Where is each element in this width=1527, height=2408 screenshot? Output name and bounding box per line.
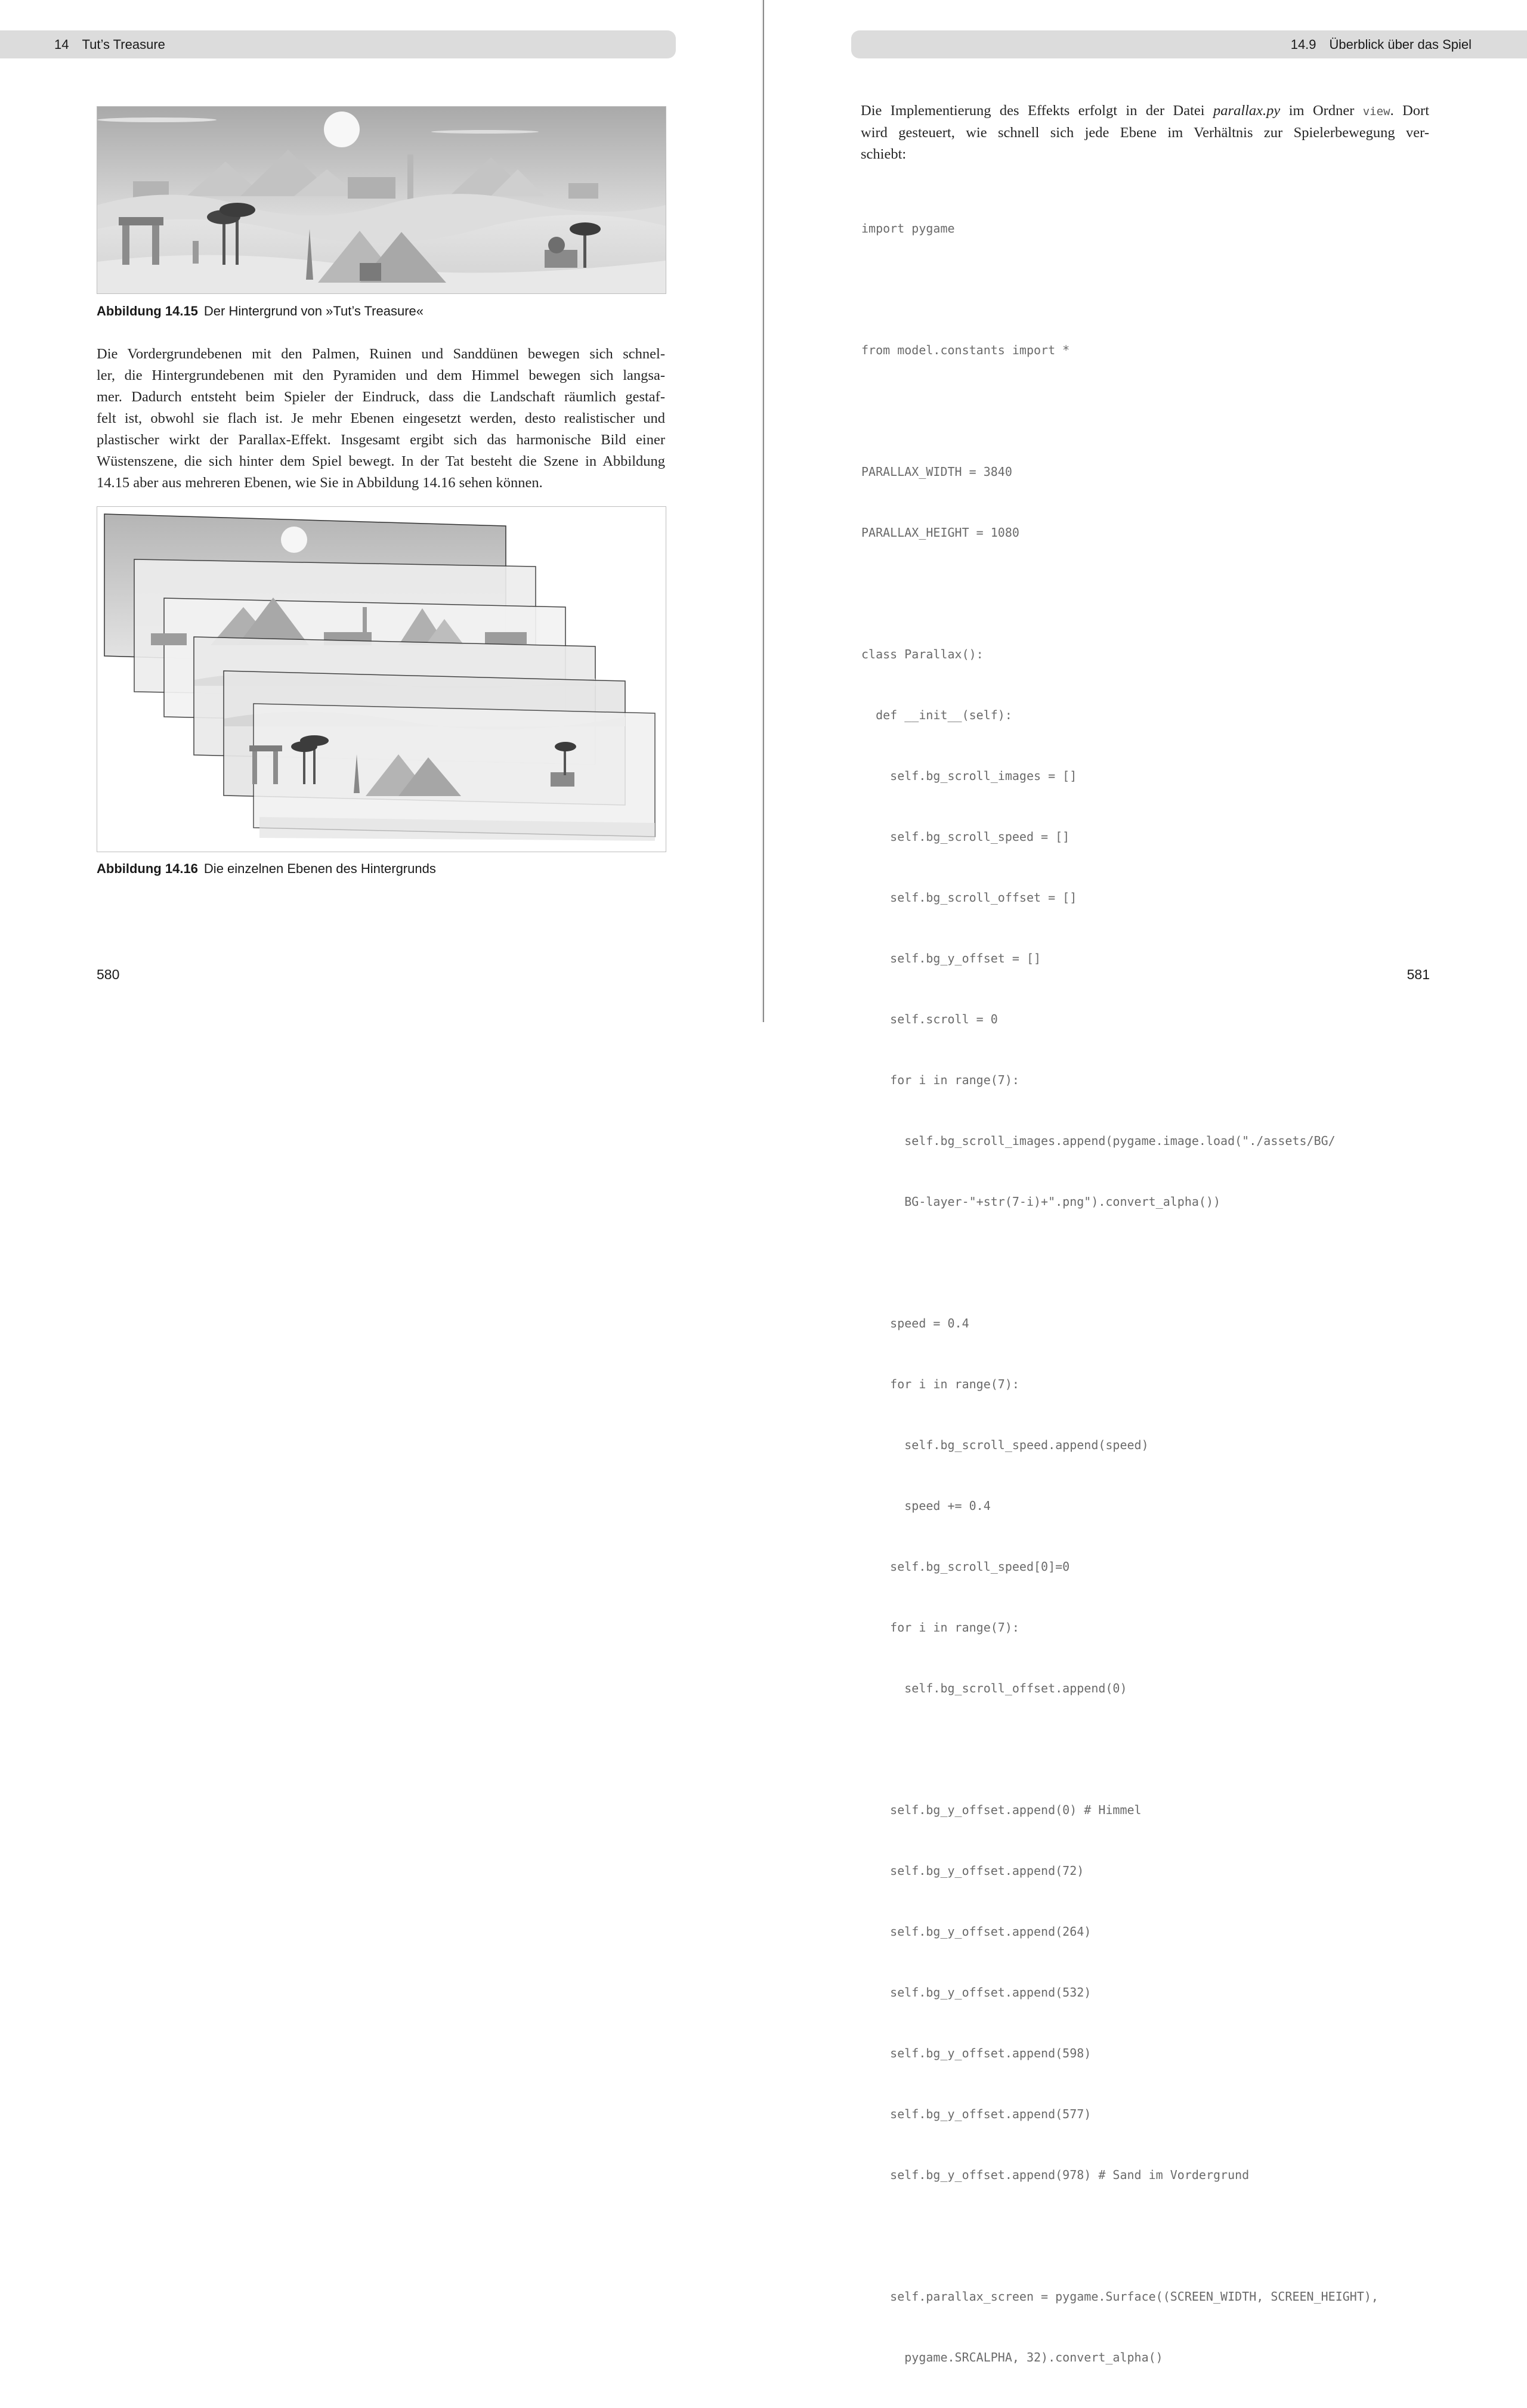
code-line: self.bg_y_offset.append(532) bbox=[861, 1985, 1092, 2000]
page-number-right: 581 bbox=[1407, 967, 1430, 982]
code-line bbox=[861, 583, 1378, 603]
code-line: self.bg_y_offset.append(0) # Himmel bbox=[861, 1803, 1142, 1817]
figure-caption-2 bbox=[97, 861, 436, 877]
code-line: PARALLAX_HEIGHT = 1080 bbox=[861, 525, 1019, 540]
code-line: class Parallax(): bbox=[861, 647, 984, 661]
section-title: Überblick über das Spiel bbox=[1329, 37, 1472, 52]
code-line: for i in range(7): bbox=[861, 1620, 1019, 1635]
code-line: BG-layer-"+str(7-i)+".png").convert_alpha()) bbox=[861, 1194, 1221, 1209]
code-line bbox=[861, 1739, 1378, 1759]
code-line: self.bg_y_offset.append(577) bbox=[861, 2107, 1092, 2121]
paragraph-line: felt ist, obwohl sie flach ist. Je mehr Ebenen eingesetzt werden, desto realistischer und bbox=[97, 410, 665, 426]
figure-background-layers bbox=[97, 506, 666, 852]
code-line: speed += 0.4 bbox=[861, 1499, 991, 1513]
code-line: self.bg_y_offset.append(598) bbox=[861, 2046, 1092, 2060]
code-line: self.bg_y_offset.append(72) bbox=[861, 1864, 1084, 1878]
code-line: self.bg_scroll_speed.append(speed) bbox=[861, 1438, 1149, 1452]
paragraph-line: schiebt: bbox=[861, 146, 907, 162]
page-number-left: 580 bbox=[97, 967, 120, 982]
figure-label: Abbildung 14.16 bbox=[97, 861, 198, 876]
code-line: speed = 0.4 bbox=[861, 1316, 969, 1330]
chapter-number: 14 bbox=[54, 37, 69, 52]
paragraph-line: Die Implementierung des Effekts erfolgt in der Datei parallax.py im Ordner view. Dort bbox=[861, 103, 1430, 119]
paragraph-line: Wüstenszene, die sich hinter dem Spiel bewegt. In der Tat besteht die Szene in Abbildung bbox=[97, 453, 665, 469]
code-line: self.scroll = 0 bbox=[861, 1012, 998, 1026]
code-line bbox=[861, 2226, 1378, 2246]
figure-caption-1 bbox=[97, 304, 424, 319]
layers-illustration bbox=[97, 507, 666, 852]
code-line: self.bg_y_offset = [] bbox=[861, 951, 1041, 965]
section-number: 14.9 bbox=[1290, 37, 1316, 52]
intro-paragraph bbox=[861, 100, 1429, 165]
code-line: for i in range(7): bbox=[861, 1377, 1019, 1391]
right-page bbox=[764, 0, 1527, 2364]
code-line: self.bg_y_offset.append(264) bbox=[861, 1924, 1092, 1939]
file-name: parallax.py bbox=[1213, 103, 1281, 119]
desert-scene-illustration bbox=[97, 107, 666, 293]
code-line: pygame.SRCALPHA, 32).convert_alpha() bbox=[861, 2350, 1163, 2364]
code-listing bbox=[861, 178, 1378, 2408]
paragraph-line: mer. Dadurch entsteht beim Spieler der Eindruck, dass die Landschaft räumlich gestaf- bbox=[97, 389, 665, 405]
running-header-left bbox=[0, 30, 676, 58]
code-line: import pygame bbox=[861, 221, 955, 236]
code-line bbox=[861, 279, 1378, 299]
code-line: for i in range(7): bbox=[861, 1073, 1019, 1087]
inline-code-folder: view bbox=[1362, 105, 1390, 118]
code-line bbox=[861, 401, 1378, 421]
figure-caption-text: Der Hintergrund von »Tut’s Treasure« bbox=[203, 304, 424, 318]
body-paragraph bbox=[97, 343, 665, 494]
paragraph-line: 14.15 aber aus mehreren Ebenen, wie Sie in Abbildung 14.16 sehen können. bbox=[97, 475, 543, 491]
code-line: self.bg_y_offset.append(978) # Sand im Vordergrund bbox=[861, 2168, 1250, 2182]
left-page bbox=[0, 0, 763, 1022]
code-line: self.bg_scroll_speed = [] bbox=[861, 830, 1070, 844]
figure-label: Abbildung 14.15 bbox=[97, 304, 198, 318]
code-line: def __init__(self): bbox=[861, 708, 1012, 722]
code-line: self.bg_scroll_offset = [] bbox=[861, 890, 1077, 905]
code-line: from model.constants import * bbox=[861, 343, 1070, 357]
figure-caption-text: Die einzelnen Ebenen des Hintergrunds bbox=[203, 861, 436, 876]
code-line: self.bg_scroll_images = [] bbox=[861, 769, 1077, 783]
figure-desert-background bbox=[97, 106, 666, 294]
code-line: PARALLAX_WIDTH = 3840 bbox=[861, 465, 1012, 479]
code-line bbox=[861, 1252, 1378, 1273]
code-line: self.bg_scroll_offset.append(0) bbox=[861, 1681, 1127, 1695]
paragraph-line: ler, die Hintergrundebenen mit den Pyramiden und dem Himmel bewegen sich langsa- bbox=[97, 367, 665, 383]
running-header-right bbox=[851, 30, 1527, 58]
paragraph-line: wird gesteuert, wie schnell sich jede Ebene im Verhältnis zur Spielerbewegung ver- bbox=[861, 125, 1429, 141]
code-line: self.bg_scroll_images.append(pygame.image.load("./assets/BG/ bbox=[861, 1134, 1336, 1148]
chapter-title: Tut’s Treasure bbox=[82, 37, 165, 52]
paragraph-line: plastischer wirkt der Parallax-Effekt. Insgesamt ergibt sich das harmonische Bild einer bbox=[97, 432, 665, 448]
code-line: self.parallax_screen = pygame.Surface((SCREEN_WIDTH, SCREEN_HEIGHT), bbox=[861, 2289, 1378, 2304]
code-line: self.bg_scroll_speed[0]=0 bbox=[861, 1559, 1070, 1574]
paragraph-line: Die Vordergrundebenen mit den Palmen, Ruinen und Sanddünen bewegen sich schnel- bbox=[97, 346, 665, 362]
